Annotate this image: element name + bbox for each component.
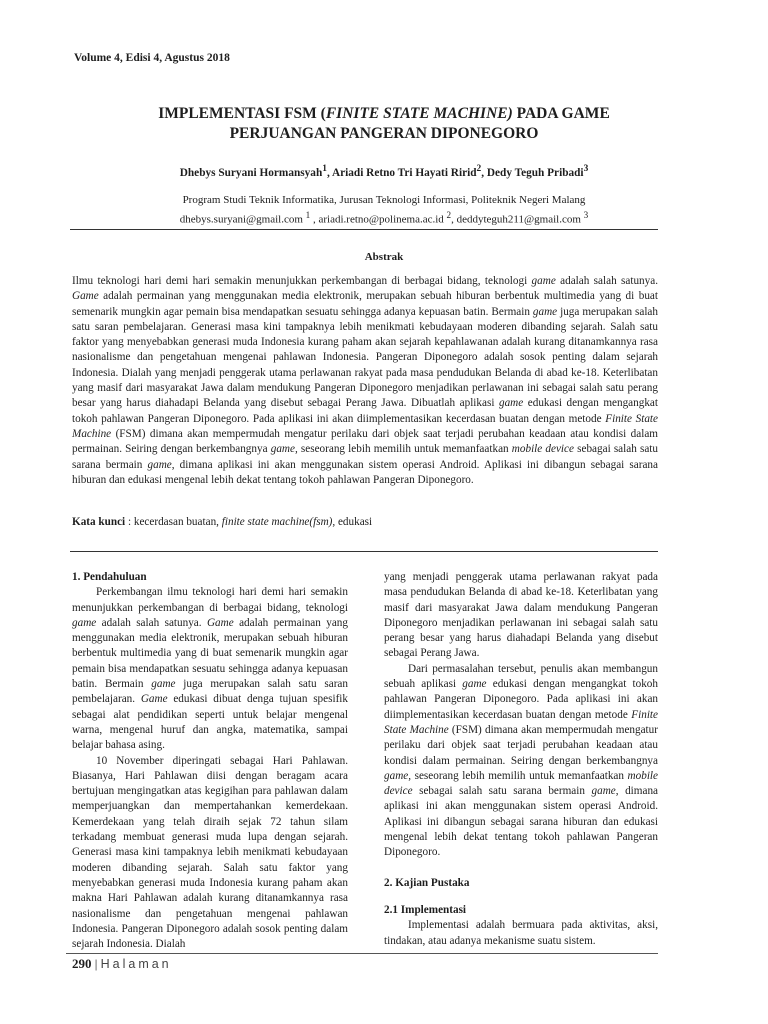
footer-divider: [66, 953, 658, 954]
affiliation: [60, 193, 708, 228]
title-line-1: IMPLEMENTASI FSM (FINITE STATE MACHINE) PADA GAME: [158, 105, 610, 122]
divider-top: [70, 229, 658, 230]
intro-paragraph-1: Perkembangan ilmu teknologi hari demi hari semakin menunjukkan perkembangan di berbagai bidang, teknologi game adalah salah satunya. Game adalah permainan yang menggunakan media elektronik, merupakan sebuah hiburan berbentuk multimedia yang di buat semenarik mungkin agar pemain bisa mendapatkan sesuatu sehingga adanya kepuasan batin. Bermain game juga merupakan salah satu saran pembelajaran. Game edukasi dibuat denga tujuan spesifik sebagai alat pendidikan seperti untuk belajar mengenal warna, mengenal huruf dan angka, matematika, sampai belajar bahasa asing.: [72, 586, 348, 752]
affiliation-institution: Program Studi Teknik Informatika, Jurusan Teknologi Informasi, Politeknik Negeri Malang: [182, 194, 586, 206]
author-list: Dhebys Suryani Hormansyah$^1$, Ariadi Retno Tri Hayati Ririd$^2$, Dedy Teguh Pribadi$^3$: [179, 164, 589, 179]
abstract-body: Ilmu teknologi hari demi hari semakin menunjukkan perkembangan di berbagai bidang, teknologi game adalah salah satunya. Game adalah permainan yang menggunakan media elektronik, merupakan sebuah hiburan berbentuk multimedia yang di buat semenarik mungkin agar pemain bisa mendapatkan sesuatu sehingga adanya kepuasan batin. Bermain game juga merupakan salah satu saran pembelajaran. Generasi masa kini tampaknya lebih menikmati kebudayaan moderen dibanding sejarah. Salah satu faktor yang menyebabkan generasi muda Indonesia kurang paham akan sejarah kepahlawanan adalah kurang ditanamkannya rasa nasionalisme dan pengetahuan mengenai pahlawan Indonesia. Pangeran Diponegoro adalah sosok penting dalam sejarah Indonesia. Dialah yang menjadi penggerak utama perlawanan rakyat pada masa pendudukan Belanda di abad ke-18. Keterlibatan yang masif dari masyarakat Jawa dalam mendukung Pangeran Diponegoro menjadikan perlawanan ini sebagai salah satu perang besar yang harus diahadapi Belanda yang disebut sebagai Perang Jawa. Dibuatlah aplikasi game edukasi dengan mengangkat tokoh pahlawan Pangeran Diponegoro. Pada aplikasi ini akan diimplementasikan kecerdasan buatan dengan metode Finite State Machine (FSM) dimana akan mempermudah mengatur perilaku dari objek saat terjadi perubahan keadaan atau kondisi dalam permainan. Seiring dengan berkembangnya game, seseorang lebih memilih untuk memanfaatkan mobile device sebagai salah satu sarana bermain game, dimana aplikasi ini akan menggunakan sistem operasi Android. Aplikasi ini dibangun sebagai sarana hiburan dan edukasi mengenal lebih dekat tentang tokoh pahlawan Pangeran Diponegoro.: [72, 275, 659, 486]
keywords: Kata kunci : kecerdasan buatan, finite state machine(fsm), edukasi: [72, 516, 373, 528]
section-heading-2: 2. Kajian Pustaka: [384, 876, 470, 889]
author-emails: dhebys.suryani@gmail.com $^1$ , ariadi.retno@polinema.ac.id $^2$, deddyteguh211@gmail.com $^3$: [179, 210, 589, 226]
paper-title: [60, 104, 708, 144]
page-footer: 290 | Halaman: [72, 956, 172, 971]
right-column: [384, 570, 658, 949]
intro-paragraph-3: Dari permasalahan tersebut, penulis akan membangun sebuah aplikasi game edukasi dengan mengangkat tokoh pahlawan Pangeran Diponegoro. Pada aplikasi ini akan diimplementasikan kecerdasan buatan dengan metode Finite State Machine (FSM) dimana akan mempermudah mengatur perilaku dari objek saat terjadi perubahan keadaan atau kondisi dalam permainan. Seiring dengan berkembangnya game, seseorang lebih memilih untuk memanfaatkan mobile device sebagai salah satu sarana bermain game, dimana aplikasi ini akan menggunakan sistem operasi Android. Aplikasi ini dibangun sebagai sarana hiburan dan edukasi mengenal lebih dekat tentang tokoh pahlawan Pangeran Diponegoro.: [384, 662, 659, 859]
abstract-heading: Abstrak: [364, 251, 404, 263]
page-number: 290: [72, 956, 92, 971]
title-line-2: PERJUANGAN PANGERAN DIPONEGORO: [229, 125, 539, 142]
implementation-paragraph: Implementasi adalah bermuara pada aktivitas, aksi, tindakan, atau adanya mekanisme suatu sistem.: [384, 919, 658, 947]
left-column: [72, 570, 348, 952]
divider-bottom: [70, 551, 658, 552]
intro-paragraph-2: 10 November diperingati sebagai Hari Pahlawan. Biasanya, Hari Pahlawan diisi dengan beragam acara bertujuan mengingatkan atas kegigihan para pahlawan dalam memperjuangkan dan mempertahankan kemerdekaan. Kemerdekaan yang telah diraih sejak 72 tahun silam terkadang membuat generasi muda lupa dengan sejarah. Generasi masa kini tampaknya lebih menikmati kebudayaan moderen dibanding sejarah. Salah satu faktor yang menyebabkan generasi muda Indonesia kurang paham akan makna Hari Pahlawan adalah kurang ditanamkannya rasa nasionalisme dan pengetahuan mengenai pahlawan Indonesia. Pangeran Diponegoro adalah sosok penting dalam sejarah Indonesia. Dialah: [72, 754, 348, 951]
subsection-heading-2-1: 2.1 Implementasi: [384, 903, 467, 916]
page-label: Halaman: [100, 957, 172, 971]
volume-header: Volume 4, Edisi 4, Agustus 2018: [74, 52, 230, 64]
intro-paragraph-2-cont: yang menjadi penggerak utama perlawanan rakyat pada masa pendudukan Belanda di abad ke-18. Keterlibatan yang masif dari masyarakat Jawa dalam mendukung Pangeran Diponegoro menjadikan perlawanan ini sebagai salah satu perang besar yang harus diahadapi Belanda yang disebut sebagai Perang Jawa.: [384, 571, 658, 660]
section-heading-1: 1. Pendahuluan: [72, 571, 147, 583]
